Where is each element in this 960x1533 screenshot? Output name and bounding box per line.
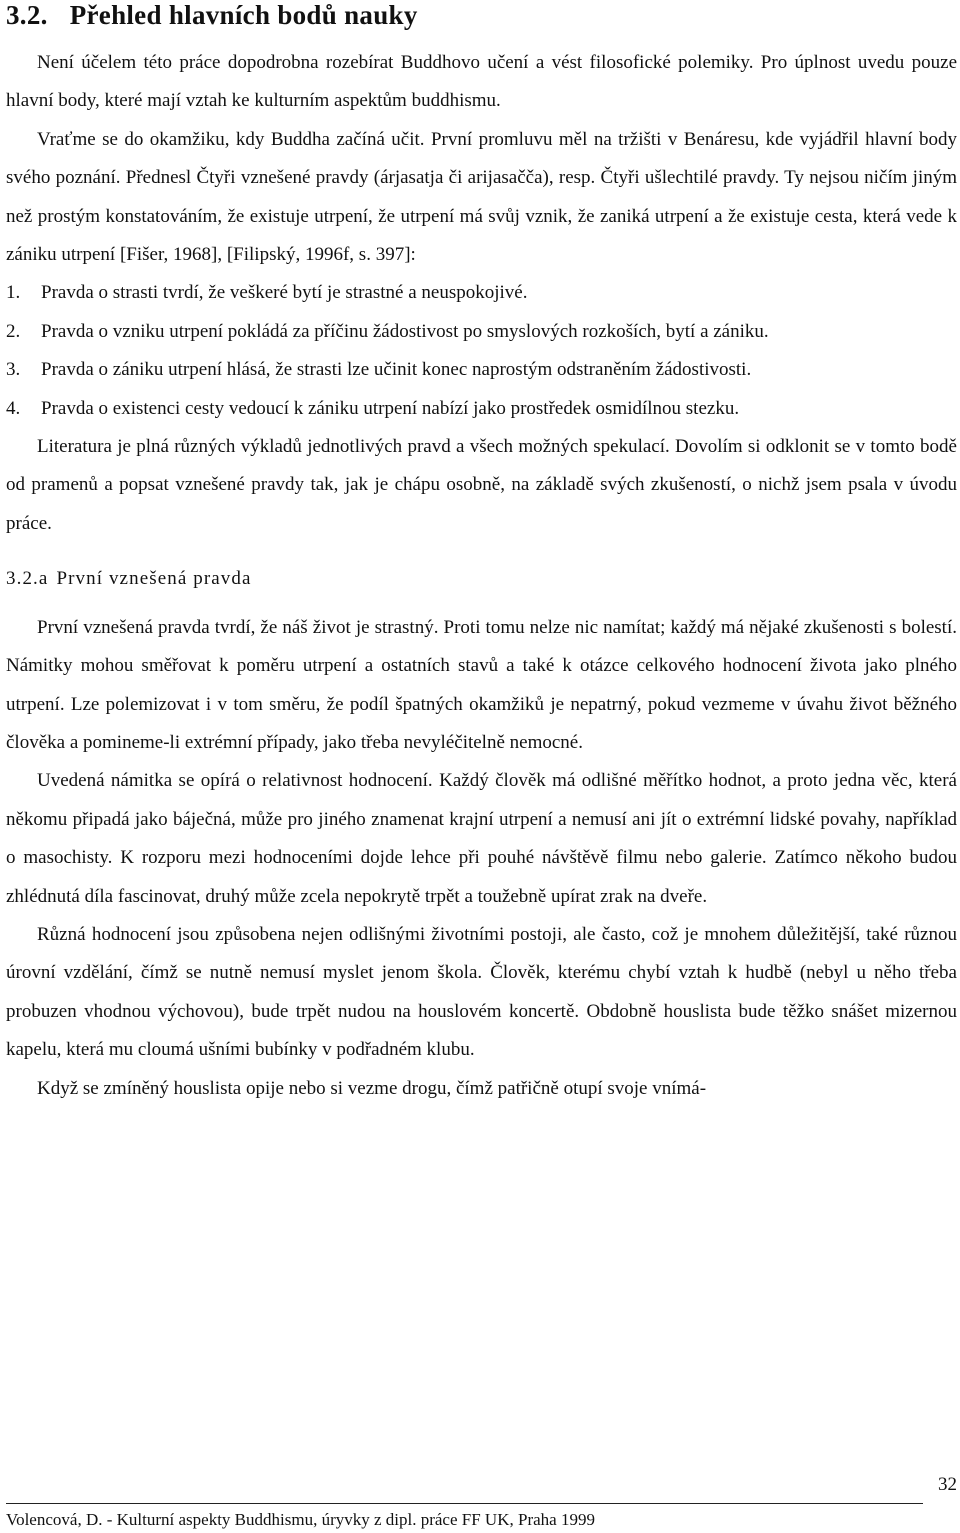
list-item-text: Pravda o vzniku utrpení pokládá za příčinu žádostivost po smyslových rozkoších, bytí a zániku. <box>41 320 769 342</box>
after-list-paragraph: Literatura je plná různých výkladů jednotlivých pravd a všech možných spekulací. Dovolím si odklonit se v tomto bodě od pramenů a popsat vznešené pravdy tak, jak je chápu osobně, na základě svých zkušeností, o nichž jsem psala v úvodu práce. <box>6 436 957 534</box>
subsection-number: 3.2.a <box>6 568 49 590</box>
list-marker: 3. <box>6 359 21 381</box>
list-item <box>6 274 957 312</box>
list-item-text: Pravda o existenci cesty vedoucí k zániku utrpení nabízí jako prostředek osmidílnou stezku. <box>41 397 740 419</box>
subsection-title: První vznešená pravda <box>56 568 252 590</box>
list-item <box>6 351 957 389</box>
list-marker: 1. <box>6 282 21 304</box>
section-title: Přehled hlavních bodů nauky <box>69 0 418 30</box>
list-item-text: Pravda o zániku utrpení hlásá, že strasti lze učinit konec naprostým odstraněním žádostivosti. <box>41 359 752 381</box>
list-item-text: Pravda o strasti tvrdí, že veškeré bytí je strastné a neuspokojivé. <box>41 282 528 304</box>
section-paragraph-3: Různá hodnocení jsou způsobena nejen odlišnými životními postoji, ale často, což je mnohem důležitější, také různou úrovní vzdělání, čímž se nutně nemusí myslet jenom škola. Člověk, kterému chybí vztah k hudbě (nebyl u něho třeba probuzen vhodnou výchovou), bude trpět nudou na houslovém koncertě. Obdobně houslista bude těžko snášet mizernou kapelu, která mu cloumá ušními bubínky v podřadném klubu. <box>6 923 957 1061</box>
intro-paragraph-1: Není účelem této práce dopodrobna rozebírat Buddhovo učení a vést filosofické polemiky. Pro úplnost uvedu pouze hlavní body, které mají vztah ke kulturním aspektům buddhismu. <box>6 52 957 112</box>
list-marker: 4. <box>6 397 21 419</box>
section-paragraph-2: Uvedená námitka se opírá o relativnost hodnocení. Každý člověk má odlišné měřítko hodnot, a proto jedna věc, která někomu připadá jako báječná, může pro jiného znamenat krajní utrpení a nemusí ani jít o extrémní lidské povahy, například o masochisty. K rozporu mezi hodnoceními dojde lehce při pouhé návštěvě filmu nebo galerie. Zatímco někoho budou zhlédnutá díla fascinovat, druhý může zcela nepokrytě trpět a toužebně upírat zrak na dveře. <box>6 770 957 907</box>
footer-citation: Volencová, D. - Kulturní aspekty Buddhismu, úryvky z dipl. práce FF UK, Praha 1999 <box>6 1510 595 1529</box>
footer-divider <box>6 1503 923 1504</box>
section-paragraph-4: Když se zmíněný houslista opije nebo si vezme drogu, čímž patřičně otupí svoje vnímá- <box>37 1077 707 1099</box>
body-text <box>6 44 957 1108</box>
intro-paragraph-2: Vraťme se do okamžiku, kdy Buddha začíná učit. První promluvu měl na tržišti v Benáresu, kde vyjádřil hlavní body svého poznání. Přednesl Čtyři vznešené pravdy (árjasatja či arijasačča), resp. Čtyři ušlechtilé pravdy. Ty nejsou ničím jiným než prostým konstatováním, že existuje utrpení, že utrpení má svůj vznik, že zaniká utrpení a že existuje cesta, která vede k zániku utrpení [Fišer, 1968], [Filipský, 1996f, s. 397]: <box>6 128 957 266</box>
four-truths-list <box>6 274 957 428</box>
section-number: 3.2. <box>6 0 48 30</box>
page-number: 32 <box>938 1474 957 1495</box>
subsection-heading <box>6 560 957 598</box>
list-item <box>6 390 957 428</box>
list-item <box>6 313 957 351</box>
section-paragraph-1: První vznešená pravda tvrdí, že náš život je strastný. Proti tomu nelze nic namítat; každý má nějaké zkušenosti s bolestí. Námitky mohou směřovat k poměru utrpení a ostatních stavů a také k otázce celkového hodnocení života jako plného utrpení. Lze polemizovat i v tom směru, že podíl špatných okamžiků je nepatrný, pokud vezmeme v úvahu život běžného člověka a pomineme-li extrémní případy, jako třeba nevyléčitelně nemocné. <box>6 616 957 753</box>
section-heading <box>6 0 418 30</box>
list-marker: 2. <box>6 320 21 342</box>
